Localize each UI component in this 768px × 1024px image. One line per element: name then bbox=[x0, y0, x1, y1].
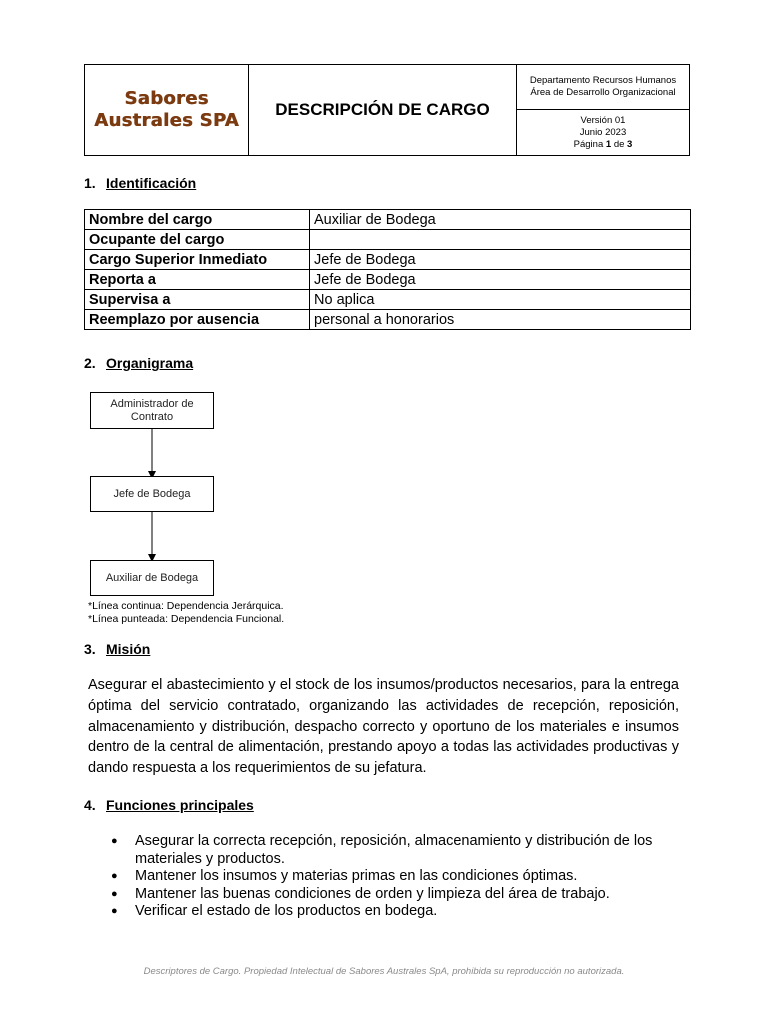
org-box-jefe-bodega: Jefe de Bodega bbox=[90, 476, 214, 512]
section-title: Misión bbox=[106, 641, 151, 657]
org-box-auxiliar-bodega: Auxiliar de Bodega bbox=[90, 560, 214, 596]
org-note-punteada: *Línea punteada: Dependencia Funcional. bbox=[88, 613, 285, 625]
section-number: 3. bbox=[84, 641, 96, 657]
field-label: Ocupante del cargo bbox=[85, 230, 310, 250]
page-indicator bbox=[574, 139, 633, 151]
section-number: 1. bbox=[84, 175, 96, 191]
field-value: No aplica bbox=[310, 290, 691, 310]
document-title: DESCRIPCIÓN DE CARGO bbox=[249, 65, 517, 155]
page-of: de bbox=[611, 138, 628, 150]
section-title: Organigrama bbox=[106, 355, 194, 371]
org-box-administrador bbox=[90, 392, 214, 429]
field-value: Auxiliar de Bodega bbox=[310, 210, 691, 230]
org-chart bbox=[90, 391, 220, 597]
page-number: 1 bbox=[605, 138, 612, 150]
section-number: 2. bbox=[84, 355, 96, 371]
department-name: Departamento Recursos Humanos bbox=[529, 75, 677, 86]
table-row bbox=[85, 230, 691, 250]
org-box-line: Administrador de bbox=[110, 397, 194, 410]
identification-table bbox=[84, 209, 691, 330]
functions-list bbox=[111, 833, 691, 921]
field-value bbox=[310, 230, 691, 250]
list-item: ● Verificar el estado de los productos en bodega. bbox=[111, 903, 691, 921]
table-row bbox=[85, 310, 691, 330]
mission-text: Asegurar el abastecimiento y el stock de los insumos/productos necesarios, para la entrega óptima del servicio contratado, organizando las actividades de recepción, reposición, almacenamiento y distribución, despacho correcto y oportuno de los materiales e insumos dentro de la central de alimentación, prestando apoyo a todas las actividades productivas y dando respuesta a los requerimientos de su jefatura. bbox=[88, 677, 679, 777]
page-total: 3 bbox=[627, 138, 633, 150]
org-box-line: Contrato bbox=[130, 410, 174, 423]
table-row bbox=[85, 290, 691, 310]
list-item: ● Mantener los insumos y materias primas en las condiciones óptimas. bbox=[111, 868, 691, 886]
field-value: Jefe de Bodega bbox=[310, 270, 691, 290]
table-row bbox=[85, 210, 691, 230]
org-note-continua: *Línea continua: Dependencia Jerárquica. bbox=[88, 600, 284, 612]
field-label: Reemplazo por ausencia bbox=[85, 310, 310, 330]
section-organigrama-heading bbox=[84, 355, 193, 371]
section-identificacion-heading bbox=[84, 175, 196, 191]
page-prefix: Página bbox=[573, 138, 606, 150]
section-mision-heading bbox=[84, 641, 150, 657]
field-label: Supervisa a bbox=[85, 290, 310, 310]
field-label: Nombre del cargo bbox=[85, 210, 310, 230]
list-item: ● Mantener las buenas condiciones de orden y limpieza del área de trabajo. bbox=[111, 886, 691, 904]
area-name: Área de Desarrollo Organizacional bbox=[530, 87, 676, 98]
section-title: Identificación bbox=[106, 175, 197, 191]
section-funciones-heading bbox=[84, 797, 254, 813]
field-value: personal a honorarios bbox=[310, 310, 691, 330]
version-date: Junio 2023 bbox=[579, 126, 627, 138]
version-label: Versión 01 bbox=[580, 114, 626, 126]
department-info bbox=[517, 65, 689, 110]
document-header bbox=[84, 64, 690, 156]
logo-line-2: Australes SPA bbox=[94, 110, 239, 131]
list-item: ● Asegurar la correcta recepción, reposición, almacenamiento y distribución de los materiales y productos. bbox=[111, 833, 691, 868]
section-number: 4. bbox=[84, 797, 96, 813]
section-title: Funciones principales bbox=[106, 797, 254, 813]
page-footer: Descriptores de Cargo. Propiedad Intelectual de Sabores Australes SpA, prohibida su reproducción no autorizada. bbox=[143, 966, 625, 977]
table-row bbox=[85, 270, 691, 290]
field-value: Jefe de Bodega bbox=[310, 250, 691, 270]
company-logo bbox=[85, 65, 249, 155]
field-label: Cargo Superior Inmediato bbox=[85, 250, 310, 270]
field-label: Reporta a bbox=[85, 270, 310, 290]
logo-line-1: Sabores bbox=[124, 88, 209, 109]
version-info bbox=[517, 110, 689, 155]
table-row bbox=[85, 250, 691, 270]
